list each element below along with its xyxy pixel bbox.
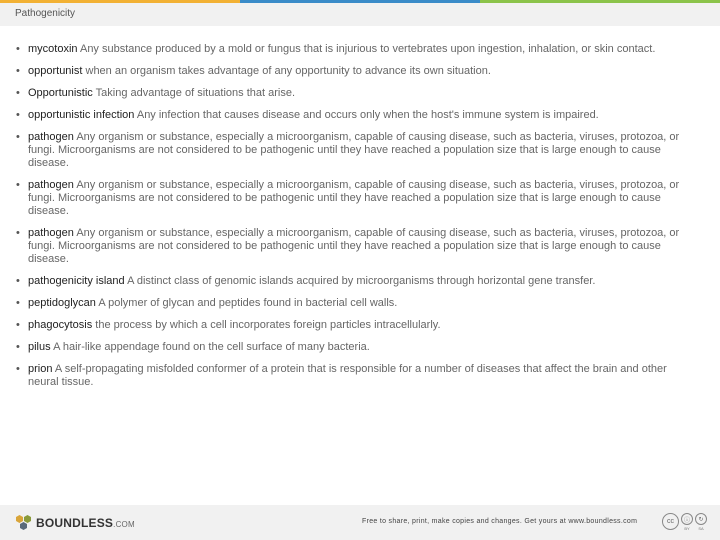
glossary-term: mycotoxin [28,43,78,55]
bullet-icon: • [16,363,20,375]
cc-icon-glyph: cc [662,513,679,530]
bullet-icon: • [16,341,20,353]
glossary-list [12,43,700,389]
glossary-item [12,87,700,100]
glossary-item [12,227,700,266]
license-icons [662,513,707,531]
by-icon [681,513,693,531]
footer-notice: Free to share, print, make copies and changes. Get yours at www.boundless.com [362,518,638,525]
bullet-icon: • [16,227,20,239]
cc-icon [662,513,679,531]
glossary-item [12,363,700,389]
slide-title: Pathogenicity [15,8,76,19]
glossary-term: peptidoglycan [28,297,96,309]
glossary-definition: when an organism takes advantage of any opportunity to advance its own situation. [82,65,491,77]
glossary-term: pathogen [28,131,74,143]
glossary-item [12,179,700,218]
sa-icon [695,513,707,531]
glossary-item [12,65,700,78]
glossary-definition: A hair-like appendage found on the cell surface of many bacteria. [50,341,370,353]
bullet-icon: • [16,319,20,331]
glossary-term: opportunistic infection [28,109,135,121]
glossary-term: phagocytosis [28,319,93,331]
bullet-icon: • [16,131,20,143]
glossary-item [12,43,700,56]
glossary-definition: Taking advantage of situations that arise. [92,87,296,99]
boundless-logo[interactable] [15,514,135,531]
glossary-item [12,109,700,122]
glossary-term: pathogen [28,227,74,239]
boundless-logo-icon [15,514,32,531]
glossary-definition: Any infection that causes disease and occurs only when the host's immune system is impaired. [134,109,599,121]
glossary-item [12,131,700,170]
bullet-icon: • [16,275,20,287]
boundless-logo-text: BOUNDLESS.COM [36,515,135,530]
slide-footer [0,505,720,540]
glossary-definition: A distinct class of genomic islands acquired by microorganisms through horizontal gene transfer. [124,275,596,287]
glossary-definition: Any organism or substance, especially a microorganism, capable of causing disease, such as bacteria, viruses, protozoa, or fungi. Microorganisms are not considered to be pathogenic until they have reached a population size that is large enough to cause disease. [28,227,680,265]
glossary-term: opportunist [28,65,83,77]
bullet-icon: • [16,179,20,191]
glossary-term: pathogenicity island [28,275,125,287]
by-icon-glyph: ⓘ [681,513,693,525]
glossary-definition: A self-propagating misfolded conformer of a protein that is responsible for a number of diseases that affect the brain and other neural tissue. [28,363,667,388]
glossary-item [12,275,700,288]
glossary-item [12,341,700,354]
boundless-logo-suffix: .COM [113,519,135,529]
bullet-icon: • [16,65,20,77]
bullet-icon: • [16,109,20,121]
sa-icon-label: SA [698,526,704,531]
slide-content [12,43,700,398]
glossary-term: pilus [28,341,51,353]
bullet-icon: • [16,43,20,55]
slide-header [0,3,720,26]
sa-icon-glyph: ↻ [695,513,707,525]
glossary-definition: A polymer of glycan and peptides found in bacterial cell walls. [95,297,398,309]
glossary-definition: Any substance produced by a mold or fungus that is injurious to vertebrates upon ingestion, inhalation, or skin contact. [77,43,656,55]
bullet-icon: • [16,297,20,309]
glossary-item [12,319,700,332]
glossary-definition: Any organism or substance, especially a microorganism, capable of causing disease, such as bacteria, viruses, protozoa, or fungi. Microorganisms are not considered to be pathogenic until they have reached a population size that is large enough to cause disease. [28,131,680,169]
glossary-term: pathogen [28,179,74,191]
by-icon-label: BY [684,526,690,531]
glossary-definition: Any organism or substance, especially a microorganism, capable of causing disease, such as bacteria, viruses, protozoa, or fungi. Microorganisms are not considered to be pathogenic until they have reached a population size that is large enough to cause disease. [28,179,680,217]
glossary-term: Opportunistic [28,87,93,99]
glossary-item [12,297,700,310]
glossary-definition: the process by which a cell incorporates foreign particles intracellularly. [92,319,441,331]
bullet-icon: • [16,87,20,99]
glossary-term: prion [28,363,53,375]
